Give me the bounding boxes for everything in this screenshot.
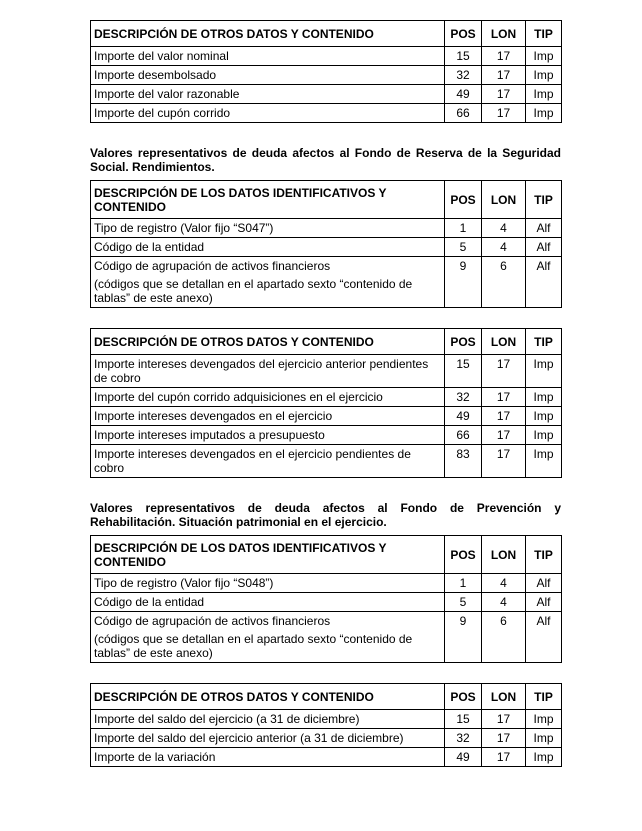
- document-page: [90, 20, 561, 767]
- row-tip: Imp: [526, 85, 562, 104]
- row-description: Importe intereses devengados en el ejercicio pendientes de cobro: [91, 445, 445, 478]
- table-row: [91, 426, 562, 445]
- header-pos: POS: [445, 536, 482, 574]
- header-lon: LON: [482, 536, 526, 574]
- other-data-table-1: [90, 20, 562, 123]
- header-description: DESCRIPCIÓN DE OTROS DATOS Y CONTENIDO: [91, 21, 445, 47]
- other-data-table-3: [90, 683, 562, 767]
- row-note: (códigos que se detallan en el apartado sexto “contenido de tablas” de este anexo): [94, 277, 413, 305]
- row-tip: Imp: [526, 710, 562, 729]
- row-description-with-note: [91, 612, 445, 663]
- row-description: Importe desembolsado: [91, 66, 445, 85]
- row-lon: 4: [482, 238, 526, 257]
- header-tip: TIP: [526, 329, 562, 355]
- row-tip: Alf: [526, 593, 562, 612]
- row-lon: 17: [482, 407, 526, 426]
- header-tip: TIP: [526, 21, 562, 47]
- row-pos: 15: [445, 710, 482, 729]
- header-lon: LON: [482, 21, 526, 47]
- identifying-data-table-1: [90, 180, 562, 308]
- row-tip: Imp: [526, 47, 562, 66]
- table-row: [91, 257, 562, 308]
- row-pos: 15: [445, 47, 482, 66]
- row-pos: 49: [445, 748, 482, 767]
- row-tip: Imp: [526, 729, 562, 748]
- row-description: Importe intereses devengados del ejercicio anterior pendientes de cobro: [91, 355, 445, 388]
- row-description: Código de agrupación de activos financieros: [94, 259, 331, 273]
- row-lon: 17: [482, 748, 526, 767]
- row-lon: 17: [482, 47, 526, 66]
- table-header-row: [91, 329, 562, 355]
- row-lon: 17: [482, 426, 526, 445]
- row-lon: 4: [482, 574, 526, 593]
- table-header-row: [91, 21, 562, 47]
- table-header-row: [91, 181, 562, 219]
- row-pos: 5: [445, 238, 482, 257]
- row-description: Código de agrupación de activos financieros: [94, 614, 331, 628]
- header-description: DESCRIPCIÓN DE OTROS DATOS Y CONTENIDO: [91, 684, 445, 710]
- spacer: [90, 663, 561, 683]
- row-description: Código de la entidad: [91, 238, 445, 257]
- row-description: Importe intereses devengados en el ejercicio: [91, 407, 445, 426]
- identifying-data-table-2: [90, 535, 562, 663]
- row-pos: 32: [445, 66, 482, 85]
- spacer: [90, 308, 561, 328]
- row-tip: Alf: [526, 612, 562, 663]
- table-row: [91, 355, 562, 388]
- row-description: Importe del cupón corrido: [91, 104, 445, 123]
- row-pos: 83: [445, 445, 482, 478]
- row-lon: 4: [482, 219, 526, 238]
- row-lon: 17: [482, 729, 526, 748]
- row-lon: 17: [482, 388, 526, 407]
- row-tip: Imp: [526, 445, 562, 478]
- row-pos: 9: [445, 612, 482, 663]
- row-description-with-note: [91, 257, 445, 308]
- row-description: Tipo de registro (Valor fijo “S048”): [91, 574, 445, 593]
- row-tip: Imp: [526, 407, 562, 426]
- row-lon: 17: [482, 355, 526, 388]
- row-pos: 49: [445, 407, 482, 426]
- row-lon: 17: [482, 445, 526, 478]
- table-row: [91, 66, 562, 85]
- row-tip: Alf: [526, 238, 562, 257]
- header-pos: POS: [445, 684, 482, 710]
- header-description: DESCRIPCIÓN DE LOS DATOS IDENTIFICATIVOS Y CONTENIDO: [91, 536, 445, 574]
- table-row: [91, 47, 562, 66]
- row-tip: Alf: [526, 257, 562, 308]
- row-tip: Alf: [526, 574, 562, 593]
- table-row: [91, 612, 562, 663]
- table-row: [91, 238, 562, 257]
- table-row: [91, 710, 562, 729]
- row-note: (códigos que se detallan en el apartado sexto “contenido de tablas” de este anexo): [94, 632, 413, 660]
- row-description: Código de la entidad: [91, 593, 445, 612]
- row-pos: 1: [445, 574, 482, 593]
- row-tip: Imp: [526, 104, 562, 123]
- row-lon: 17: [482, 66, 526, 85]
- header-description: DESCRIPCIÓN DE OTROS DATOS Y CONTENIDO: [91, 329, 445, 355]
- header-tip: TIP: [526, 181, 562, 219]
- row-tip: Alf: [526, 219, 562, 238]
- row-description: Importe del valor nominal: [91, 47, 445, 66]
- row-tip: Imp: [526, 66, 562, 85]
- table-row: [91, 388, 562, 407]
- row-description: Importe del valor razonable: [91, 85, 445, 104]
- row-pos: 1: [445, 219, 482, 238]
- row-pos: 32: [445, 388, 482, 407]
- header-lon: LON: [482, 684, 526, 710]
- row-description: Importe intereses imputados a presupuesto: [91, 426, 445, 445]
- row-description: Importe del saldo del ejercicio anterior (a 31 de diciembre): [91, 729, 445, 748]
- row-tip: Imp: [526, 748, 562, 767]
- row-pos: 32: [445, 729, 482, 748]
- table-row: [91, 85, 562, 104]
- row-pos: 49: [445, 85, 482, 104]
- table-row: [91, 574, 562, 593]
- table-header-row: [91, 536, 562, 574]
- table-row: [91, 593, 562, 612]
- header-lon: LON: [482, 181, 526, 219]
- table-row: [91, 407, 562, 426]
- row-description: Importe de la variación: [91, 748, 445, 767]
- row-lon: 6: [482, 257, 526, 308]
- row-description: Importe del cupón corrido adquisiciones en el ejercicio: [91, 388, 445, 407]
- header-tip: TIP: [526, 536, 562, 574]
- row-description: Tipo de registro (Valor fijo “S047”): [91, 219, 445, 238]
- row-pos: 9: [445, 257, 482, 308]
- row-pos: 66: [445, 104, 482, 123]
- row-tip: Imp: [526, 355, 562, 388]
- row-lon: 17: [482, 85, 526, 104]
- row-lon: 6: [482, 612, 526, 663]
- table-row: [91, 104, 562, 123]
- row-pos: 15: [445, 355, 482, 388]
- table-row: [91, 219, 562, 238]
- row-lon: 17: [482, 710, 526, 729]
- header-tip: TIP: [526, 684, 562, 710]
- row-tip: Imp: [526, 426, 562, 445]
- table-header-row: [91, 684, 562, 710]
- table-row: [91, 445, 562, 478]
- header-description: DESCRIPCIÓN DE LOS DATOS IDENTIFICATIVOS Y CONTENIDO: [91, 181, 445, 219]
- table-row: [91, 748, 562, 767]
- header-pos: POS: [445, 181, 482, 219]
- row-lon: 17: [482, 104, 526, 123]
- row-pos: 5: [445, 593, 482, 612]
- row-tip: Imp: [526, 388, 562, 407]
- header-lon: LON: [482, 329, 526, 355]
- section-title-reserva-rendimientos: Valores representativos de deuda afectos al Fondo de Reserva de la Seguridad Social. Rendimientos.: [90, 146, 561, 174]
- row-lon: 4: [482, 593, 526, 612]
- table-row: [91, 729, 562, 748]
- header-pos: POS: [445, 21, 482, 47]
- section-title-prevencion-situacion: Valores representativos de deuda afectos al Fondo de Prevención y Rehabilitación. Situación patrimonial en el ejercicio.: [90, 501, 561, 529]
- header-pos: POS: [445, 329, 482, 355]
- other-data-table-2: [90, 328, 562, 478]
- row-pos: 66: [445, 426, 482, 445]
- row-description: Importe del saldo del ejercicio (a 31 de diciembre): [91, 710, 445, 729]
